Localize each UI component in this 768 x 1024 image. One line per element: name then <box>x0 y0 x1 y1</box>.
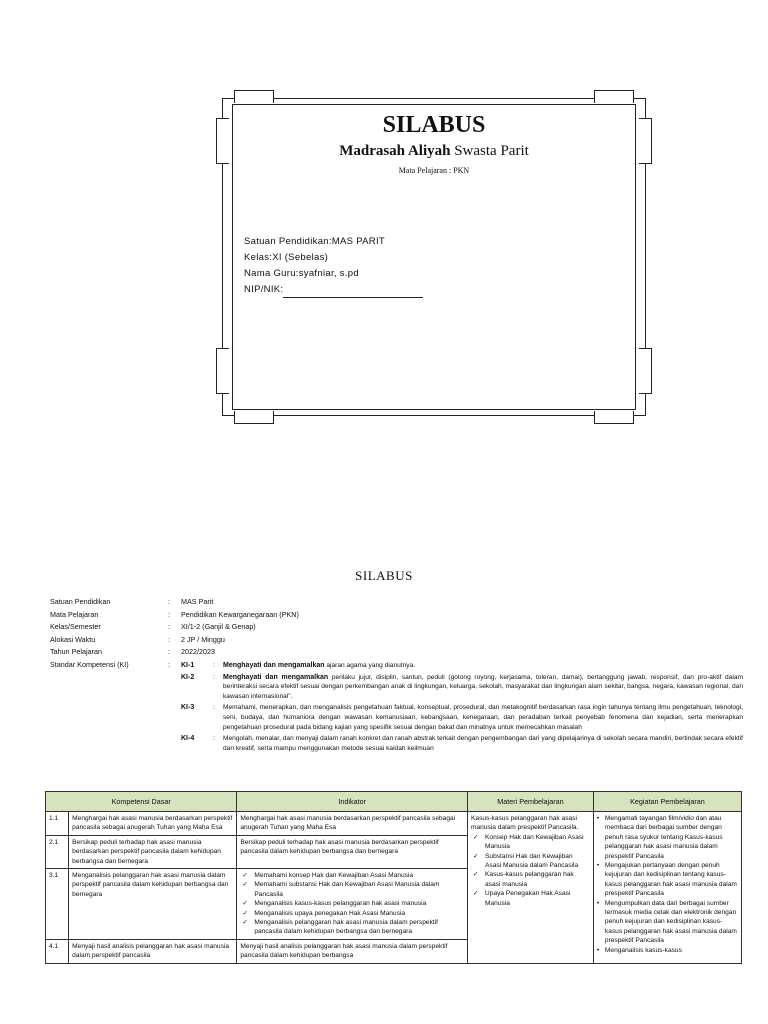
meta-value: MAS Parit <box>181 597 214 606</box>
ki-colon: : <box>213 735 215 743</box>
materi-item-text: Substansi Hak dan Kewajiban Asasi Manusia dalam Pancasila <box>485 852 579 870</box>
list-item <box>597 899 738 946</box>
syllabus-meta <box>50 596 299 671</box>
meta-colon: : <box>168 647 170 656</box>
frame-ornament <box>594 90 634 103</box>
table-row <box>46 812 742 836</box>
meta-row <box>50 596 299 609</box>
school-name-bold: Madrasah Aliyah <box>339 143 451 159</box>
frame-ornament <box>234 90 274 103</box>
list-item <box>240 880 464 899</box>
kegiatan-list <box>597 814 738 955</box>
info-nip-label: NIP/NIK: <box>244 284 284 295</box>
ki-code: KI-2 <box>181 673 195 681</box>
kd-number: 3.1 <box>46 869 69 940</box>
ki-text-body: Mengolah, menalar, dan menyaji dalam ranah konkret dan ranah abstrak terkait dengan pengembangan dari yang dipelajarinya di sekolah secara mandiri, bertindak secara efektif dan kreatif, serta mampu menggunakan metode sesuai kaidah keilmuan <box>223 735 743 752</box>
ki-colon: : <box>213 704 215 712</box>
info-satuan: Satuan Pendidikan:MAS PARIT <box>244 236 385 247</box>
ki-text-bold: Menghayati dan mengamalkan <box>223 662 325 669</box>
meta-key: Alokasi Waktu <box>50 634 96 644</box>
kegiatan-item-text: Mengumpulkan data dari berbagai sumber termasuk media cetak dan elektronik dengan penuh kejujuran dan kedisiplinan kasus-kasus pelanggaran hak asasi manusia dalam prespektif Pancasila <box>604 899 737 945</box>
indicator-text: Bersikap peduli terhadap hak asasi manusia berdasarkan perspektif pancasila dalam kehidupan berbangsa dan bernegara <box>237 835 468 868</box>
kegiatan-item-text: Menganalisis kasus-kasus <box>604 946 682 954</box>
check-icon: ✓ <box>473 852 479 860</box>
check-icon: ✓ <box>242 919 248 927</box>
kd-number: 4.1 <box>46 939 69 963</box>
frame-ornament <box>594 411 634 424</box>
kegiatan-item-text: Mengajukan pertanyaan dengan penuh kejujuran dan kedisiplinan tentang kasus-kasus pelanggaran hak asasi manusia dalam prespektif Pancasila <box>604 862 737 898</box>
meta-key: Kelas/Semester <box>50 622 101 631</box>
indicator-item-text: Menganalisis pelanggaran hak asasi manusia dalam perspektif pancasila dalam kehidupan berbangsa dan bernegara <box>254 919 438 936</box>
indicator-item-text: Memahami konsep Hak dan Kewajiban Asasi Manusia <box>254 872 414 880</box>
ki-colon: : <box>213 662 215 669</box>
meta-key: Standar Kompetensi (KI) <box>50 659 129 669</box>
list-item <box>240 899 464 908</box>
indicator-cell <box>237 869 468 940</box>
meta-key: Satuan Pendidikan <box>50 597 111 606</box>
header-kegiatan: Kegiatan Pembelajaran <box>593 792 741 812</box>
meta-value: Pendidikan Kewarganegaraan (PKN) <box>181 609 299 619</box>
ki-colon: : <box>213 673 215 681</box>
materi-item-text: Kasus-kasus pelanggaran hak asasi manusia <box>485 871 574 888</box>
frame-ornament <box>216 348 229 394</box>
ki-code: KI-4 <box>181 735 195 743</box>
list-item <box>597 946 738 955</box>
frame-ornament <box>639 348 652 394</box>
bullet-icon: • <box>596 946 600 954</box>
header-materi: Materi Pembelajaran <box>468 792 594 812</box>
cover-title: SILABUS <box>382 112 486 138</box>
indicator-item-text: Menganalisis upaya penegakan Hak Asasi Manusia <box>254 909 406 917</box>
list-item <box>471 852 590 871</box>
bullet-icon: • <box>596 815 600 822</box>
ki-text-bold: Menghayati dan mengamalkan <box>223 673 329 681</box>
indicator-text: Menghargai hak asasi manusia berdasarkan perspektif pancasila sebagai anugerah Tuhan yang Maha Esa <box>237 812 468 836</box>
kd-text: Menganalisis pelanggaran hak asasi manusia dalam perspektif pancasila dalam kehidupan berbangsa dan bernegara <box>69 869 237 940</box>
header-indikator: Indikator <box>237 792 468 812</box>
meta-row <box>50 634 299 647</box>
ki-code: KI-1 <box>181 662 195 669</box>
materi-list <box>471 833 590 908</box>
check-icon: ✓ <box>242 872 248 880</box>
check-icon: ✓ <box>242 881 248 889</box>
materi-item-text: Upaya Penegakan Hak Asasi Manusia <box>485 890 571 907</box>
cover-info <box>244 234 423 298</box>
meta-key: Tahun Pelajaran <box>50 647 102 656</box>
nip-blank-line <box>283 287 423 298</box>
kd-text: Menyaji hasil analisis pelanggaran hak asasi manusia dalam perspektif pancasila <box>69 939 237 963</box>
meta-value: 2 JP / Minggu <box>181 634 225 644</box>
kd-number: 2.1 <box>46 835 69 868</box>
indicator-item-text: Menganalisis kasus-kasus pelanggaran hak asasi manusia <box>254 900 427 908</box>
ki-text-body: ajaran agama yang dianutnya. <box>324 662 416 669</box>
table-header-row <box>46 792 742 812</box>
indicator-text: Menyaji hasil analisis pelanggaran hak asasi manusia dalam perspektif pancasila dalam kehidupan berbangsa <box>237 939 468 963</box>
indicator-item-text: Memahami substansi Hak dan Kewajiban Asasi Manusia dalam Pancasila <box>254 881 440 898</box>
indicator-list <box>240 871 464 937</box>
meta-key: Mata Pelajaran <box>50 609 99 619</box>
materi-item-text: Konsep Hak dan Kewajiban Asasi Manusia <box>485 833 584 851</box>
kegiatan-item-text: Mengamati tayangan film/vidio dan atau membaca dari berbagai sumber dengan penuh rasa syukur tentang Kasus-kasus pelanggaran hak asasi manusia dalam prespektif Pancasila <box>604 815 723 860</box>
info-kelas: Kelas:XI (Sebelas) <box>244 252 329 263</box>
check-icon: ✓ <box>473 890 479 898</box>
ki-text-body: Memahami, menerapkan, dan menganalisis pengetahuan faktual, konseptual, prosedural, dan metakognitif berdasarkan rasa ingin tahunya tentang ilmu pengetahuan, teknologi, seni, budaya, dan humaniora dengan wawasan kemanusiaan, kebangsaan, kenegaraan, dan peradaban terkait penyebab fenomena dan kejadian, serta menerapkan pengetahuan prosedural pada bidang kajian yang spesifik sesuai dengan bakat dan minatnya untuk memecahkan masalah <box>223 704 743 731</box>
meta-colon: : <box>168 622 170 631</box>
kd-number: 1.1 <box>46 812 69 836</box>
check-icon: ✓ <box>242 909 248 917</box>
ki-row <box>181 661 743 671</box>
materi-intro: Kasus-kasus pelanggaran hak asasi manusia dalam prespektif Pancasila. <box>471 815 579 832</box>
meta-row <box>50 609 299 622</box>
list-item <box>240 918 464 937</box>
cover-school-name <box>222 143 646 160</box>
frame-ornament <box>234 411 274 424</box>
list-item <box>240 871 464 880</box>
bullet-icon: • <box>596 862 600 870</box>
meta-value: XI/1-2 (Ganjil & Genap) <box>181 622 256 631</box>
core-competencies <box>181 661 743 755</box>
ki-row <box>181 673 743 702</box>
kegiatan-cell <box>593 812 741 964</box>
ki-text-body: perilaku jujur, disiplin, santun, peduli (gotong royong, kerjasama, toleran, damai), bertanggung jawab, responsif, dan pro-aktif dalam berinteraksi secara efektif sesuai dengan perkembangan anak di lingkungan, keluarga, sekolah, masyarakat dan lingkungan alam sekitar, bangsa, negara, kawasan regional, dan kawasan internasional". <box>223 673 743 700</box>
meta-colon: : <box>168 659 170 669</box>
meta-value: 2022/2023 <box>181 647 215 656</box>
meta-colon: : <box>168 609 170 619</box>
kd-text: Bersikap peduli terhadap hak asasi manusia berdasarkan perspektif pancasila dalam kehidupan berbangsa dan bernegara <box>69 835 237 868</box>
syllabus-table <box>45 791 742 964</box>
header-kompetensi-dasar: Kompetensi Dasar <box>46 792 237 812</box>
ki-text <box>223 673 743 702</box>
list-item <box>240 909 464 918</box>
ki-row <box>181 703 743 732</box>
info-guru: Nama Guru:syafniar, s.pd <box>244 268 359 279</box>
list-item <box>471 833 590 852</box>
school-name-rest: Swasta Parit <box>450 143 529 159</box>
bullet-icon: • <box>596 899 600 907</box>
check-icon: ✓ <box>473 871 479 879</box>
list-item <box>471 889 590 908</box>
ki-text <box>223 703 743 732</box>
info-nip <box>244 282 423 298</box>
list-item <box>597 861 738 899</box>
check-icon: ✓ <box>242 900 248 908</box>
ki-text <box>223 734 743 753</box>
list-item <box>471 870 590 889</box>
meta-colon: : <box>168 597 170 606</box>
kd-text: Menghargai hak asasi manusia berdasarkan perspektif pancasila sebagai anugerah Tuhan yang Maha Esa <box>69 812 237 836</box>
meta-row <box>50 621 299 634</box>
page-title: SILABUS <box>355 568 413 583</box>
materi-cell <box>468 812 594 964</box>
ki-text <box>223 661 743 671</box>
cover-subject: Mata Pelajaran : PKN <box>398 166 470 175</box>
ki-row <box>181 734 743 753</box>
ki-code: KI-3 <box>181 704 195 712</box>
check-icon: ✓ <box>473 833 479 841</box>
meta-colon: : <box>168 634 170 644</box>
meta-row <box>50 646 299 659</box>
cover-page <box>222 98 646 416</box>
list-item <box>597 814 738 861</box>
